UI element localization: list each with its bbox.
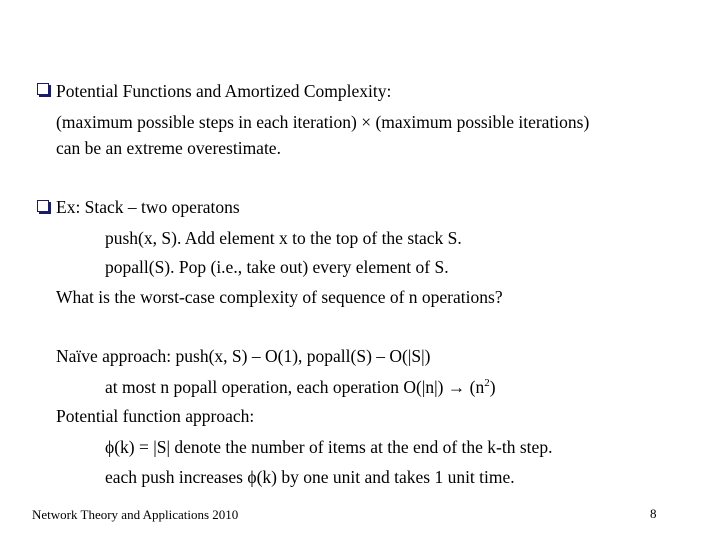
naive-approach: Naïve approach: push(x, S) – O(1), popall(S) – O(|S|) <box>56 346 431 366</box>
push-description: push(x, S). Add element x to the top of the stack S. <box>105 228 462 248</box>
footer-course: Network Theory and Applications 2010 <box>32 507 239 522</box>
popall-description: popall(S). Pop (i.e., take out) every element of S. <box>105 257 449 277</box>
bullet1-line3: can be an extreme overestimate. <box>56 138 281 158</box>
page-number: 8 <box>650 506 657 521</box>
bullet1-line2: (maximum possible steps in each iteration) × (maximum possible iterations) <box>56 112 590 132</box>
phi-push: each push increases ϕ(k) by one unit and takes 1 unit time. <box>105 467 515 487</box>
exponent: 2 <box>484 377 490 390</box>
bullet-box-icon <box>37 83 52 98</box>
worst-case-question: What is the worst-case complexity of sequence of n operations? <box>56 287 503 307</box>
naive-detail-close: ) <box>489 377 496 397</box>
bullet1-heading: Potential Functions and Amortized Complexity: <box>56 81 392 101</box>
naive-detail-text: at most n popall operation, each operation O(|n|) → (n <box>105 377 485 397</box>
naive-detail <box>105 376 496 398</box>
potential-approach: Potential function approach: <box>56 406 255 426</box>
bullet2-heading: Ex: Stack – two operatons <box>56 197 240 217</box>
phi-definition: ϕ(k) = |S| denote the number of items at the end of the k-th step. <box>105 437 553 457</box>
bullet-box-icon <box>37 200 52 215</box>
